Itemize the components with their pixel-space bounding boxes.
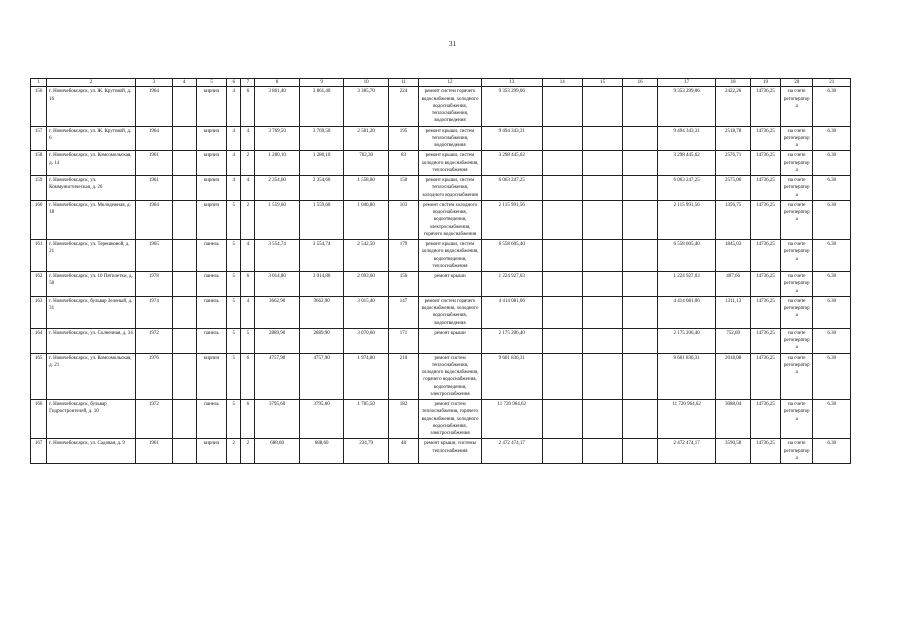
funding-method-cell: на счете регоператора — [781, 176, 813, 201]
floors-cell: 5 — [227, 400, 241, 439]
entrances-cell: 4 — [241, 296, 255, 328]
residential-area-cell: 1 559,60 — [299, 200, 343, 239]
cost-per-m2-cell: 2422,26 — [716, 87, 750, 126]
column-number: 18 — [716, 79, 750, 87]
empty-cell — [542, 272, 582, 297]
max-cost-per-m2-cell: 14736,25 — [750, 328, 780, 353]
owners-cost-cell: 2 175 206,40 — [657, 328, 716, 353]
column-number: 21 — [813, 79, 851, 87]
table-row — [31, 176, 851, 201]
private-area-cell: 2 581,20 — [344, 126, 388, 151]
entrances-cell: 4 — [241, 126, 255, 151]
empty-cell — [582, 439, 622, 464]
year-cell: 1976 — [136, 353, 172, 400]
address-cell: г. Новочебоксарск, ул. Солнечная, д. 34 — [47, 328, 136, 353]
total-area-cell: 3 014,80 — [255, 272, 299, 297]
floors-cell: 4 — [227, 151, 241, 176]
total-area-cell: 4757,90 — [255, 353, 299, 400]
cost-cell: 4 414 081,06 — [481, 296, 542, 328]
empty-cell — [172, 439, 196, 464]
residential-area-cell: 3662,90 — [299, 296, 343, 328]
empty-cell — [542, 328, 582, 353]
empty-cell — [623, 87, 657, 126]
column-number: 3 — [136, 79, 172, 87]
private-area-cell: 1 558,80 — [344, 176, 388, 201]
cost-cell: 9 353 299,06 — [481, 87, 542, 126]
cost-cell: 6 063 247,25 — [481, 176, 542, 201]
floors-cell: 5 — [227, 328, 241, 353]
residents-cell: 195 — [388, 126, 418, 151]
floors-cell: 2 — [227, 439, 241, 464]
empty-cell — [582, 87, 622, 126]
row-number: 165 — [31, 353, 47, 400]
year-cell: 1964 — [136, 87, 172, 126]
table-row — [31, 272, 851, 297]
max-cost-per-m2-cell: 14736,25 — [750, 87, 780, 126]
max-cost-per-m2-cell: 14736,25 — [750, 176, 780, 201]
column-number: 12 — [419, 79, 482, 87]
cost-per-m2-cell: 2518,78 — [716, 126, 750, 151]
cost-per-m2-cell: 3088,04 — [716, 400, 750, 439]
table-row — [31, 439, 851, 464]
address-cell: г. Новочебоксарск, бульвар Зеленый, д. 31 — [47, 296, 136, 328]
deadline-cell: 6.30 — [813, 296, 851, 328]
floors-cell: 4 — [227, 87, 241, 126]
entrances-cell: 4 — [241, 176, 255, 201]
table-row — [31, 400, 851, 439]
address-cell: г. Новочебоксарск, ул. Терешковой, д. 21 — [47, 240, 136, 272]
works-list-cell: ремонт систем теплоснабжения, холодного водоснабжения, горячего водоснабжения, водоотведения, электроснабжения — [419, 353, 482, 400]
owners-cost-cell: 2 472 474,17 — [657, 439, 716, 464]
empty-cell — [623, 272, 657, 297]
wall-material-cell: кирпич — [196, 126, 226, 151]
deadline-cell: 6.30 — [813, 240, 851, 272]
table-row — [31, 200, 851, 239]
works-list-cell: ремонт систем холодного водоснабжения, водоотведения, электроснабжения, горячего водоснабжения — [419, 200, 482, 239]
entrances-cell: 4 — [241, 240, 255, 272]
max-cost-per-m2-cell: 14736,25 — [750, 353, 780, 400]
empty-cell — [582, 296, 622, 328]
empty-cell — [542, 126, 582, 151]
address-cell: г. Новочебоксарск, ул. Комсомольская, д. 21 — [47, 353, 136, 400]
column-number: 14 — [542, 79, 582, 87]
entrances-cell: 6 — [241, 87, 255, 126]
column-number: 9 — [299, 79, 343, 87]
cost-per-m2-cell: 752,69 — [716, 328, 750, 353]
cost-per-m2-cell: 1356,75 — [716, 200, 750, 239]
funding-method-cell: на счете регоператора — [781, 296, 813, 328]
empty-cell — [542, 439, 582, 464]
wall-material-cell: кирпич — [196, 176, 226, 201]
residential-area-cell: 2889,90 — [299, 328, 343, 353]
max-cost-per-m2-cell: 14736,25 — [750, 439, 780, 464]
column-number: 13 — [481, 79, 542, 87]
year-cell: 1972 — [136, 400, 172, 439]
residential-area-cell: 3 014,80 — [299, 272, 343, 297]
empty-cell — [172, 400, 196, 439]
empty-cell — [542, 176, 582, 201]
column-number: 2 — [47, 79, 136, 87]
wall-material-cell: панель — [196, 272, 226, 297]
funding-method-cell: на счете регоператора — [781, 272, 813, 297]
empty-cell — [172, 151, 196, 176]
total-area-cell: 688,60 — [255, 439, 299, 464]
total-area-cell: 1 559,60 — [255, 200, 299, 239]
empty-cell — [172, 272, 196, 297]
private-area-cell: 2 093,60 — [344, 272, 388, 297]
total-area-cell: 1 280,10 — [255, 151, 299, 176]
works-list-cell: ремонт крыши, системы теплоснабжения — [419, 439, 482, 464]
funding-method-cell: на счете регоператора — [781, 126, 813, 151]
row-number: 167 — [31, 439, 47, 464]
cost-cell: 2 175 206,40 — [481, 328, 542, 353]
works-list-cell: ремонт крыши, систем холодного водоснабжения, теплоснабжения — [419, 151, 482, 176]
address-cell: г. Новочебоксарск, ул. Ж. Крутовой, д. 16 — [47, 87, 136, 126]
column-number: 1 — [31, 79, 47, 87]
cost-per-m2-cell: 407,66 — [716, 272, 750, 297]
year-cell: 1961 — [136, 151, 172, 176]
table-row — [31, 151, 851, 176]
deadline-cell: 6.30 — [813, 176, 851, 201]
floors-cell: 5 — [227, 296, 241, 328]
entrances-cell: 6 — [241, 272, 255, 297]
empty-cell — [542, 353, 582, 400]
cost-cell: 3 298 445,62 — [481, 151, 542, 176]
row-number: 163 — [31, 296, 47, 328]
column-number: 15 — [582, 79, 622, 87]
residential-area-cell: 1 280,10 — [299, 151, 343, 176]
residential-area-cell: 4757,90 — [299, 353, 343, 400]
owners-cost-cell: 9 494 343,31 — [657, 126, 716, 151]
column-number: 4 — [172, 79, 196, 87]
empty-cell — [623, 328, 657, 353]
private-area-cell: 3 385,70 — [344, 87, 388, 126]
deadline-cell: 6.30 — [813, 151, 851, 176]
deadline-cell: 6.30 — [813, 328, 851, 353]
private-area-cell: 3 015,40 — [344, 296, 388, 328]
wall-material-cell: панель — [196, 296, 226, 328]
address-cell: г. Новочебоксарск, ул. Ж. Крутовой, д. 6 — [47, 126, 136, 151]
residential-area-cell: 3795,60 — [299, 400, 343, 439]
works-list-cell: ремонт крыши — [419, 272, 482, 297]
total-area-cell: 3 769,50 — [255, 126, 299, 151]
year-cell: 1964 — [136, 126, 172, 151]
address-cell: г. Новочебоксарск, ул. Молодежная, д. 18 — [47, 200, 136, 239]
table-row — [31, 353, 851, 400]
funding-method-cell: на счете регоператора — [781, 87, 813, 126]
funding-method-cell: на счете регоператора — [781, 439, 813, 464]
entrances-cell: 6 — [241, 353, 255, 400]
residents-cell: 179 — [388, 240, 418, 272]
max-cost-per-m2-cell: 14736,25 — [750, 240, 780, 272]
housing-register-table — [30, 78, 851, 464]
floors-cell: 5 — [227, 353, 241, 400]
year-cell: 1961 — [136, 176, 172, 201]
private-area-cell: 3 070,60 — [344, 328, 388, 353]
owners-cost-cell: 6 558 605,40 — [657, 240, 716, 272]
entrances-cell: 5 — [241, 328, 255, 353]
empty-cell — [542, 200, 582, 239]
empty-cell — [623, 353, 657, 400]
deadline-cell: 6.30 — [813, 400, 851, 439]
empty-cell — [582, 176, 622, 201]
private-area-cell: 2 542,50 — [344, 240, 388, 272]
address-cell: г. Новочебоксарск, бульвар Гидростроителей, д. 10 — [47, 400, 136, 439]
address-cell: г. Новочебоксарск, ул. 10 Пятилетки, д. 58 — [47, 272, 136, 297]
row-number: 158 — [31, 151, 47, 176]
column-number: 20 — [781, 79, 813, 87]
column-number: 10 — [344, 79, 388, 87]
year-cell: 1978 — [136, 272, 172, 297]
private-area-cell: 1 785,50 — [344, 400, 388, 439]
total-area-cell: 3 554,74 — [255, 240, 299, 272]
empty-cell — [542, 87, 582, 126]
works-list-cell: ремонт крыши — [419, 328, 482, 353]
max-cost-per-m2-cell: 14736,25 — [750, 272, 780, 297]
total-area-cell: 3 861,40 — [255, 87, 299, 126]
empty-cell — [542, 151, 582, 176]
row-number: 160 — [31, 200, 47, 239]
works-list-cell: ремонт крыши, систем теплоснабжения, холодного водоснабжения — [419, 176, 482, 201]
funding-method-cell: на счете регоператора — [781, 400, 813, 439]
entrances-cell: 2 — [241, 439, 255, 464]
residents-cell: 171 — [388, 328, 418, 353]
floors-cell: 4 — [227, 176, 241, 201]
empty-cell — [623, 176, 657, 201]
cost-cell: 11 720 964,62 — [481, 400, 542, 439]
empty-cell — [582, 272, 622, 297]
empty-cell — [582, 353, 622, 400]
cost-per-m2-cell: 2576,71 — [716, 151, 750, 176]
residential-area-cell: 3 769,50 — [299, 126, 343, 151]
row-number: 164 — [31, 328, 47, 353]
total-area-cell: 2 354,60 — [255, 176, 299, 201]
address-cell: г. Новочебоксарск, ул. Комсомольская, д. 14 — [47, 151, 136, 176]
funding-method-cell: на счете регоператора — [781, 353, 813, 400]
column-number: 19 — [750, 79, 780, 87]
residents-cell: 182 — [388, 400, 418, 439]
row-number: 159 — [31, 176, 47, 201]
wall-material-cell: кирпич — [196, 151, 226, 176]
row-number: 166 — [31, 400, 47, 439]
owners-cost-cell: 9 353 299,06 — [657, 87, 716, 126]
empty-cell — [582, 328, 622, 353]
wall-material-cell: кирпич — [196, 87, 226, 126]
deadline-cell: 6.30 — [813, 126, 851, 151]
deadline-cell: 6.30 — [813, 200, 851, 239]
owners-cost-cell: 1 224 927,03 — [657, 272, 716, 297]
deadline-cell: 6.30 — [813, 272, 851, 297]
wall-material-cell: кирпич — [196, 200, 226, 239]
works-list-cell: ремонт систем горячего водоснабжения, холодного водоснабжения, водоотведения — [419, 296, 482, 328]
entrances-cell: 6 — [241, 400, 255, 439]
empty-cell — [172, 296, 196, 328]
deadline-cell: 6.30 — [813, 353, 851, 400]
residents-cell: 83 — [388, 151, 418, 176]
year-cell: 1964 — [136, 200, 172, 239]
funding-method-cell: на счете регоператора — [781, 240, 813, 272]
row-number: 156 — [31, 87, 47, 126]
residents-cell: 103 — [388, 200, 418, 239]
residents-cell: 210 — [388, 353, 418, 400]
column-number: 16 — [623, 79, 657, 87]
cost-cell: 2 472 474,17 — [481, 439, 542, 464]
year-cell: 1972 — [136, 328, 172, 353]
entrances-cell: 2 — [241, 151, 255, 176]
address-cell: г. Новочебоксарск, ул. Коммунистическая, д. 26 — [47, 176, 136, 201]
cost-per-m2-cell: 2575,06 — [716, 176, 750, 201]
private-area-cell: 1 046,80 — [344, 200, 388, 239]
empty-cell — [623, 240, 657, 272]
wall-material-cell: кирпич — [196, 439, 226, 464]
table-row — [31, 328, 851, 353]
private-area-cell: 762,30 — [344, 151, 388, 176]
residents-cell: 224 — [388, 87, 418, 126]
cost-cell: 6 558 605,40 — [481, 240, 542, 272]
table-row — [31, 240, 851, 272]
deadline-cell: 6.30 — [813, 439, 851, 464]
empty-cell — [582, 126, 622, 151]
private-area-cell: 234,79 — [344, 439, 388, 464]
year-cell: 1965 — [136, 240, 172, 272]
residents-cell: 147 — [388, 296, 418, 328]
page-number: 31 — [449, 40, 456, 48]
table-row — [31, 87, 851, 126]
row-number: 162 — [31, 272, 47, 297]
wall-material-cell: панель — [196, 240, 226, 272]
table-row — [31, 126, 851, 151]
column-number: 17 — [657, 79, 716, 87]
residential-area-cell: 3 554,74 — [299, 240, 343, 272]
funding-method-cell: на счете регоператора — [781, 328, 813, 353]
max-cost-per-m2-cell: 14736,25 — [750, 151, 780, 176]
cost-cell: 9 494 343,31 — [481, 126, 542, 151]
owners-cost-cell: 9 601 836,31 — [657, 353, 716, 400]
max-cost-per-m2-cell: 14736,25 — [750, 296, 780, 328]
cost-per-m2-cell: 1845,03 — [716, 240, 750, 272]
empty-cell — [582, 400, 622, 439]
empty-cell — [582, 151, 622, 176]
empty-cell — [623, 126, 657, 151]
empty-cell — [582, 200, 622, 239]
year-cell: 1974 — [136, 296, 172, 328]
empty-cell — [582, 240, 622, 272]
column-number: 6 — [227, 79, 241, 87]
total-area-cell: 3662,90 — [255, 296, 299, 328]
empty-cell — [172, 328, 196, 353]
funding-method-cell: на счете регоператора — [781, 151, 813, 176]
empty-cell — [623, 296, 657, 328]
empty-cell — [172, 200, 196, 239]
cost-per-m2-cell: 3590,58 — [716, 439, 750, 464]
residents-cell: 150 — [388, 176, 418, 201]
empty-cell — [623, 151, 657, 176]
max-cost-per-m2-cell: 14736,25 — [750, 126, 780, 151]
row-number: 161 — [31, 240, 47, 272]
owners-cost-cell: 2 115 991,56 — [657, 200, 716, 239]
cost-per-m2-cell: 2018,08 — [716, 353, 750, 400]
empty-cell — [623, 200, 657, 239]
address-cell: г. Новочебоксарск, ул. Садовая, д. 9 — [47, 439, 136, 464]
empty-cell — [623, 439, 657, 464]
residential-area-cell: 2 354,60 — [299, 176, 343, 201]
residents-cell: 156 — [388, 272, 418, 297]
empty-cell — [172, 126, 196, 151]
owners-cost-cell: 6 063 247,25 — [657, 176, 716, 201]
wall-material-cell: панель — [196, 328, 226, 353]
floors-cell: 5 — [227, 200, 241, 239]
empty-cell — [542, 400, 582, 439]
owners-cost-cell: 4 414 081,06 — [657, 296, 716, 328]
private-area-cell: 1 974,80 — [344, 353, 388, 400]
max-cost-per-m2-cell: 14736,25 — [750, 200, 780, 239]
total-area-cell: 2889,90 — [255, 328, 299, 353]
cost-cell: 1 224 927,03 — [481, 272, 542, 297]
total-area-cell: 3795,60 — [255, 400, 299, 439]
owners-cost-cell: 3 298 445,62 — [657, 151, 716, 176]
column-number: 5 — [196, 79, 226, 87]
year-cell: 1961 — [136, 439, 172, 464]
works-list-cell: ремонт крыши, систем холодного водоснабжения, водоотведения, теплоснабжения — [419, 240, 482, 272]
deadline-cell: 6.30 — [813, 87, 851, 126]
column-number: 8 — [255, 79, 299, 87]
entrances-cell: 2 — [241, 200, 255, 239]
residents-cell: 48 — [388, 439, 418, 464]
residential-area-cell: 688,60 — [299, 439, 343, 464]
column-number-row — [31, 79, 851, 87]
column-number: 7 — [241, 79, 255, 87]
empty-cell — [172, 353, 196, 400]
table-row — [31, 296, 851, 328]
cost-per-m2-cell: 1311,13 — [716, 296, 750, 328]
empty-cell — [623, 400, 657, 439]
wall-material-cell: кирпич — [196, 353, 226, 400]
column-number: 11 — [388, 79, 418, 87]
floors-cell: 4 — [227, 126, 241, 151]
wall-material-cell: панель — [196, 400, 226, 439]
empty-cell — [172, 87, 196, 126]
cost-cell: 2 115 991,56 — [481, 200, 542, 239]
works-list-cell: ремонт крыши, систем теплоснабжения, водоотведения — [419, 126, 482, 151]
cost-cell: 9 601 836,31 — [481, 353, 542, 400]
works-list-cell: ремонт систем теплоснабжения, горячего водоснабжения, холодного водоснабжения, электроснабжения — [419, 400, 482, 439]
row-number: 157 — [31, 126, 47, 151]
works-list-cell: ремонт систем горячего водоснабжения, холодного водоснабжения, теплоснабжения, водоотведения — [419, 87, 482, 126]
empty-cell — [172, 176, 196, 201]
funding-method-cell: на счете регоператора — [781, 200, 813, 239]
owners-cost-cell: 11 720 964,62 — [657, 400, 716, 439]
floors-cell: 5 — [227, 240, 241, 272]
empty-cell — [542, 296, 582, 328]
empty-cell — [172, 240, 196, 272]
residential-area-cell: 3 861,40 — [299, 87, 343, 126]
empty-cell — [542, 240, 582, 272]
max-cost-per-m2-cell: 14736,25 — [750, 400, 780, 439]
floors-cell: 5 — [227, 272, 241, 297]
